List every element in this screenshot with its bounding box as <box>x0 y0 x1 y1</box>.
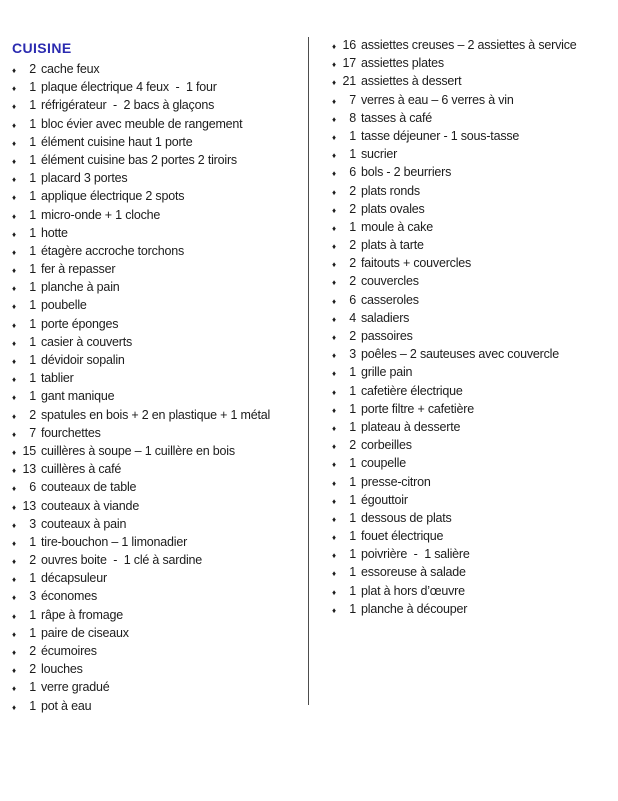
bullet-diamond-icon: ♦ <box>12 484 16 494</box>
bullet-diamond-icon: ♦ <box>332 387 336 397</box>
item-quantity: 3 <box>29 516 36 531</box>
item-quantity: 13 <box>22 498 36 513</box>
item-label: couvercles <box>361 274 419 289</box>
item-quantity: 7 <box>349 92 356 107</box>
list-item <box>332 129 614 147</box>
item-label: poubelle <box>41 298 87 313</box>
bullet-diamond-icon: ♦ <box>332 587 336 597</box>
bullet-diamond-icon: ♦ <box>12 175 16 185</box>
item-quantity: 1 <box>29 98 36 113</box>
bullet-diamond-icon: ♦ <box>332 496 336 506</box>
item-label: couteaux à viande <box>41 498 140 513</box>
item-label: planche à découper <box>361 601 468 616</box>
item-label: fourchettes <box>41 425 101 440</box>
list-item <box>332 184 614 202</box>
bullet-diamond-icon: ♦ <box>12 138 16 148</box>
list-item <box>332 456 614 474</box>
bullet-diamond-icon: ♦ <box>12 193 16 203</box>
item-quantity: 1 <box>349 147 356 162</box>
item-quantity: 2 <box>29 662 36 677</box>
item-label: étagère accroche torchons <box>41 243 185 258</box>
list-item <box>332 256 614 274</box>
bullet-diamond-icon: ♦ <box>332 60 336 70</box>
list-item <box>332 165 614 183</box>
item-quantity: 1 <box>29 134 36 149</box>
list-item <box>12 426 304 444</box>
item-quantity: 1 <box>29 171 36 186</box>
item-label: spatules en bois + 2 en plastique + 1 métal <box>41 407 271 422</box>
bullet-diamond-icon: ♦ <box>332 351 336 361</box>
item-quantity: 1 <box>349 547 356 562</box>
item-label: moule à cake <box>361 219 433 234</box>
item-label: corbeilles <box>361 438 412 453</box>
list-item <box>12 699 304 717</box>
bullet-diamond-icon: ♦ <box>12 611 16 621</box>
item-quantity: 1 <box>29 262 36 277</box>
item-quantity: 1 <box>349 510 356 525</box>
item-quantity: 1 <box>29 152 36 167</box>
bullet-diamond-icon: ♦ <box>12 575 16 585</box>
bullet-diamond-icon: ♦ <box>332 151 336 161</box>
bullet-diamond-icon: ♦ <box>12 666 16 676</box>
bullet-diamond-icon: ♦ <box>332 260 336 270</box>
bullet-diamond-icon: ♦ <box>332 242 336 252</box>
item-label: couteaux de table <box>41 480 137 495</box>
list-item <box>12 608 304 626</box>
bullet-diamond-icon: ♦ <box>332 278 336 288</box>
list-item <box>332 202 614 220</box>
item-quantity: 2 <box>29 553 36 568</box>
bullet-diamond-icon: ♦ <box>332 442 336 452</box>
list-item <box>12 353 304 371</box>
item-label: saladiers <box>361 310 410 325</box>
list-item <box>332 529 614 547</box>
list-item <box>332 311 614 329</box>
bullet-diamond-icon: ♦ <box>332 333 336 342</box>
item-label: tasses à café <box>361 110 433 125</box>
list-item <box>12 298 304 316</box>
item-label: dessous de plats <box>361 510 452 525</box>
item-quantity: 1 <box>29 298 36 313</box>
list-item <box>12 662 304 680</box>
item-quantity: 3 <box>29 589 36 604</box>
bullet-diamond-icon: ♦ <box>332 78 336 88</box>
item-quantity: 1 <box>349 474 356 489</box>
item-label: grille pain <box>361 365 413 380</box>
item-label: plateau à desserte <box>361 419 461 434</box>
item-quantity: 2 <box>349 238 356 253</box>
bullet-diamond-icon: ♦ <box>332 533 336 543</box>
item-quantity: 2 <box>349 256 356 271</box>
list-item <box>332 511 614 529</box>
item-quantity: 7 <box>29 425 36 440</box>
inventory-column-right <box>332 38 614 620</box>
item-quantity: 1 <box>349 128 356 143</box>
item-label: essoreuse à salade <box>361 565 466 580</box>
item-label: couteaux à pain <box>41 516 127 531</box>
item-quantity: 2 <box>349 438 356 453</box>
bullet-diamond-icon: ♦ <box>12 538 16 548</box>
item-quantity: 13 <box>22 462 36 477</box>
item-quantity: 1 <box>29 225 36 240</box>
item-quantity: 1 <box>29 680 36 695</box>
list-item <box>12 244 304 262</box>
bullet-diamond-icon: ♦ <box>332 460 336 470</box>
list-item <box>12 589 304 607</box>
list-item <box>332 329 614 347</box>
item-label: placard 3 portes <box>41 171 128 186</box>
item-quantity: 6 <box>29 480 36 495</box>
item-label: cafetière électrique <box>361 383 463 398</box>
list-item <box>12 98 304 116</box>
bullet-diamond-icon: ♦ <box>12 302 16 312</box>
item-quantity: 1 <box>349 456 356 471</box>
item-quantity: 1 <box>29 334 36 349</box>
list-item <box>332 274 614 292</box>
list-item <box>332 547 614 565</box>
item-quantity: 1 <box>29 607 36 622</box>
item-label: assiettes plates <box>361 56 444 71</box>
bullet-diamond-icon: ♦ <box>12 393 16 403</box>
inventory-column-left <box>12 38 304 717</box>
bullet-diamond-icon: ♦ <box>332 169 336 179</box>
item-label: élément cuisine bas 2 portes 2 tiroirs <box>41 152 237 167</box>
item-quantity: 2 <box>349 201 356 216</box>
list-item <box>12 189 304 207</box>
list-item <box>12 571 304 589</box>
item-label: élément cuisine haut 1 porte <box>41 134 193 149</box>
item-label: écumoires <box>41 644 97 658</box>
item-quantity: 2 <box>29 407 36 422</box>
bullet-diamond-icon: ♦ <box>12 247 16 257</box>
bullet-diamond-icon: ♦ <box>332 205 336 215</box>
item-quantity: 1 <box>29 116 36 131</box>
bullet-diamond-icon: ♦ <box>12 266 16 276</box>
list-item <box>12 62 304 80</box>
item-quantity: 1 <box>29 80 36 95</box>
list-item <box>332 384 614 402</box>
item-quantity: 1 <box>349 365 356 380</box>
item-label: plats à tarte <box>361 238 424 253</box>
bullet-diamond-icon: ♦ <box>12 684 16 694</box>
item-quantity: 1 <box>29 389 36 404</box>
bullet-diamond-icon: ♦ <box>12 102 16 112</box>
bullet-diamond-icon: ♦ <box>12 411 16 421</box>
item-label: sucrier <box>361 147 398 162</box>
item-label: bols - 2 beurriers <box>361 165 452 180</box>
item-label: tasse déjeuner - 1 sous-tasse <box>361 128 520 143</box>
item-quantity: 3 <box>349 347 356 362</box>
bullet-diamond-icon: ♦ <box>12 120 16 130</box>
list-item <box>332 438 614 456</box>
list-item <box>12 480 304 498</box>
list-item <box>12 135 304 153</box>
item-quantity: 1 <box>29 353 36 367</box>
item-label: porte filtre + cafetière <box>361 401 474 416</box>
list-item <box>12 171 304 189</box>
bullet-diamond-icon: ♦ <box>12 502 16 512</box>
item-label: râpe à fromage <box>41 607 123 622</box>
list-item <box>12 335 304 353</box>
item-label: assiettes à dessert <box>361 74 462 89</box>
list-item <box>332 347 614 365</box>
list-item <box>332 56 614 74</box>
list-item <box>12 408 304 426</box>
bullet-diamond-icon: ♦ <box>332 96 336 106</box>
item-quantity: 2 <box>349 274 356 289</box>
item-quantity: 2 <box>349 329 356 343</box>
item-label: bloc évier avec meuble de rangement <box>41 116 243 131</box>
list-item <box>332 93 614 111</box>
bullet-diamond-icon: ♦ <box>332 605 336 615</box>
bullet-diamond-icon: ♦ <box>12 229 16 239</box>
list-item <box>12 117 304 135</box>
item-label: presse-citron <box>361 474 431 489</box>
item-quantity: 4 <box>349 310 356 325</box>
item-label: plats ovales <box>361 201 425 216</box>
bullet-diamond-icon: ♦ <box>12 520 16 530</box>
item-quantity: 2 <box>29 644 36 658</box>
item-label: poivrière - 1 salière <box>361 547 470 562</box>
bullet-diamond-icon: ♦ <box>332 551 336 561</box>
bullet-diamond-icon: ♦ <box>12 284 16 294</box>
item-label: poêles – 2 sauteuses avec couvercle <box>361 347 559 362</box>
item-label: cuillères à soupe – 1 cuillère en bois <box>41 443 235 458</box>
bullet-diamond-icon: ♦ <box>332 314 336 324</box>
item-quantity: 1 <box>29 571 36 586</box>
bullet-diamond-icon: ♦ <box>12 648 16 657</box>
item-label: égouttoir <box>361 492 408 507</box>
inventory-list-right <box>332 38 614 620</box>
list-item <box>12 226 304 244</box>
item-label: planche à pain <box>41 280 120 295</box>
item-quantity: 1 <box>29 243 36 258</box>
list-item <box>12 80 304 98</box>
list-item <box>332 293 614 311</box>
bullet-diamond-icon: ♦ <box>12 466 16 476</box>
item-label: coupelle <box>361 456 406 471</box>
list-item <box>12 535 304 553</box>
item-label: économes <box>41 589 98 604</box>
list-item <box>12 644 304 662</box>
item-quantity: 1 <box>29 280 36 295</box>
list-item <box>332 475 614 493</box>
item-label: fouet électrique <box>361 529 444 544</box>
item-label: cuillères à café <box>41 462 122 477</box>
item-quantity: 1 <box>349 419 356 434</box>
item-quantity: 16 <box>342 38 356 52</box>
list-item <box>332 565 614 583</box>
bullet-diamond-icon: ♦ <box>332 42 336 51</box>
item-quantity: 15 <box>22 443 36 458</box>
item-quantity: 1 <box>29 625 36 640</box>
bullet-diamond-icon: ♦ <box>12 629 16 639</box>
list-item <box>332 493 614 511</box>
bullet-diamond-icon: ♦ <box>12 357 16 366</box>
item-label: casseroles <box>361 292 419 307</box>
bullet-diamond-icon: ♦ <box>12 429 16 439</box>
item-quantity: 6 <box>349 165 356 180</box>
item-label: tire-bouchon – 1 limonadier <box>41 534 188 549</box>
list-item <box>332 238 614 256</box>
item-quantity: 6 <box>349 292 356 307</box>
item-quantity: 2 <box>29 62 36 76</box>
item-quantity: 1 <box>349 383 356 398</box>
bullet-diamond-icon: ♦ <box>332 114 336 124</box>
bullet-diamond-icon: ♦ <box>12 156 16 166</box>
list-item <box>12 280 304 298</box>
item-label: plats ronds <box>361 183 420 198</box>
item-label: micro-onde + 1 cloche <box>41 207 161 222</box>
bullet-diamond-icon: ♦ <box>332 369 336 379</box>
list-item <box>332 420 614 438</box>
bullet-diamond-icon: ♦ <box>12 447 16 457</box>
item-label: fer à repasser <box>41 262 116 277</box>
item-quantity: 1 <box>29 316 36 331</box>
bullet-diamond-icon: ♦ <box>332 296 336 306</box>
item-quantity: 1 <box>29 698 36 713</box>
list-item <box>12 262 304 280</box>
item-label: tablier <box>41 371 74 386</box>
item-label: verres à eau – 6 verres à vin <box>361 92 514 107</box>
bullet-diamond-icon: ♦ <box>12 84 16 94</box>
bullet-diamond-icon: ♦ <box>332 478 336 488</box>
bullet-diamond-icon: ♦ <box>12 211 16 221</box>
bullet-diamond-icon: ♦ <box>12 702 16 712</box>
bullet-diamond-icon: ♦ <box>12 593 16 603</box>
item-quantity: 21 <box>342 74 356 89</box>
item-label: porte éponges <box>41 316 119 331</box>
list-item <box>12 517 304 535</box>
item-label: décapsuleur <box>41 571 107 586</box>
item-quantity: 1 <box>349 583 356 598</box>
item-quantity: 1 <box>29 371 36 386</box>
item-quantity: 1 <box>29 534 36 549</box>
item-label: gant manique <box>41 389 115 404</box>
item-quantity: 1 <box>349 492 356 507</box>
list-item <box>12 499 304 517</box>
bullet-diamond-icon: ♦ <box>332 405 336 415</box>
item-label: applique électrique 2 spots <box>41 189 185 204</box>
item-label: réfrigérateur - 2 bacs à glaçons <box>41 98 215 113</box>
item-quantity: 8 <box>349 110 356 125</box>
item-quantity: 1 <box>29 207 36 222</box>
item-label: paire de ciseaux <box>41 625 129 640</box>
list-item <box>12 389 304 407</box>
list-item <box>12 680 304 698</box>
item-label: plat à hors d’œuvre <box>361 583 465 598</box>
bullet-diamond-icon: ♦ <box>12 375 16 385</box>
list-item <box>12 371 304 389</box>
bullet-diamond-icon: ♦ <box>12 338 16 348</box>
item-quantity: 1 <box>349 565 356 580</box>
bullet-diamond-icon: ♦ <box>332 514 336 524</box>
bullet-diamond-icon: ♦ <box>332 423 336 433</box>
item-quantity: 1 <box>349 601 356 616</box>
item-quantity: 1 <box>349 529 356 544</box>
column-divider <box>308 37 309 705</box>
item-quantity: 1 <box>29 189 36 204</box>
list-item <box>332 38 614 56</box>
item-label: verre gradué <box>41 680 110 695</box>
list-item <box>332 402 614 420</box>
list-item <box>12 208 304 226</box>
bullet-diamond-icon: ♦ <box>12 320 16 330</box>
list-item <box>12 462 304 480</box>
item-label: dévidoir sopalin <box>41 353 125 367</box>
list-item <box>332 584 614 602</box>
list-item <box>12 553 304 571</box>
item-label: louches <box>41 662 83 677</box>
list-item <box>12 153 304 171</box>
list-item <box>12 317 304 335</box>
list-item <box>332 365 614 383</box>
list-item <box>12 444 304 462</box>
item-label: passoires <box>361 329 413 343</box>
item-label: casier à couverts <box>41 334 133 349</box>
item-quantity: 2 <box>349 183 356 198</box>
item-label: faitouts + couvercles <box>361 256 472 271</box>
item-label: cache feux <box>41 62 100 76</box>
bullet-diamond-icon: ♦ <box>332 569 336 579</box>
bullet-diamond-icon: ♦ <box>332 223 336 233</box>
list-item <box>332 602 614 620</box>
bullet-diamond-icon: ♦ <box>332 132 336 142</box>
item-label: pot à eau <box>41 698 92 713</box>
list-item <box>332 220 614 238</box>
list-item <box>332 74 614 92</box>
item-quantity: 1 <box>349 401 356 416</box>
bullet-diamond-icon: ♦ <box>12 66 16 75</box>
item-label: hotte <box>41 225 68 240</box>
list-item <box>12 626 304 644</box>
page-title: CUISINE <box>12 40 72 56</box>
bullet-diamond-icon: ♦ <box>332 187 336 197</box>
list-item <box>332 111 614 129</box>
item-label: ouvres boite - 1 clé à sardine <box>41 553 203 568</box>
item-quantity: 1 <box>349 219 356 234</box>
bullet-diamond-icon: ♦ <box>12 557 16 567</box>
item-label: assiettes creuses – 2 assiettes à service <box>361 38 577 52</box>
item-label: plaque électrique 4 feux - 1 four <box>41 80 217 95</box>
list-item <box>332 147 614 165</box>
item-quantity: 17 <box>342 56 356 71</box>
inventory-list-left <box>12 62 304 717</box>
